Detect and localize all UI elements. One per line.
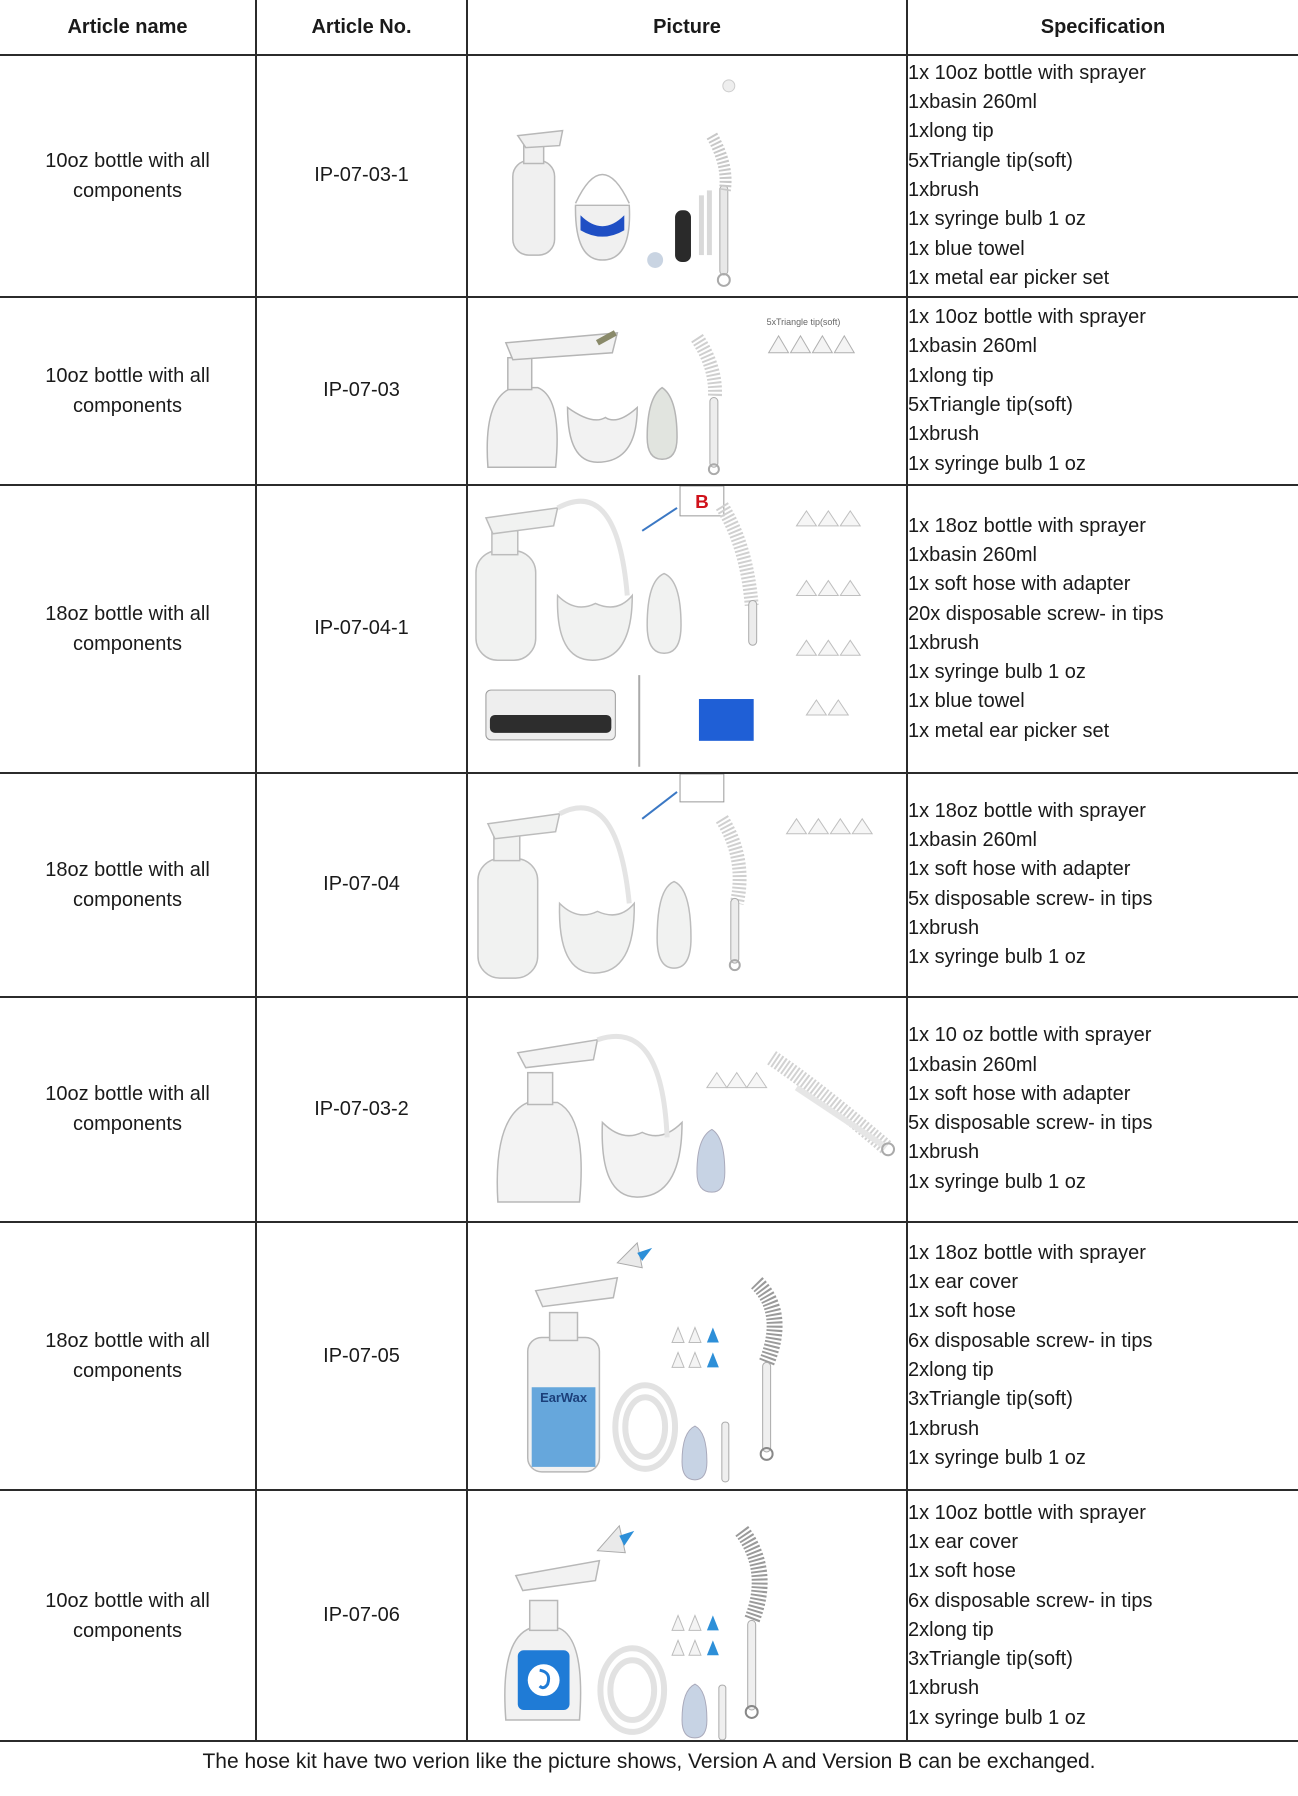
table-row [0,1490,1298,1741]
product-picture [467,485,907,773]
hose-kit-footnote: The hose kit have two verion like the picture shows, Version A and Version B can be exchanged. [202,1750,1096,1773]
spec-line: 1x syringe bulb 1 oz [908,1706,1086,1729]
spec-line: 1xbrush [908,631,980,654]
spec-line: 5xTriangle tip(soft) [908,393,1073,416]
spec-line: 1x syringe bulb 1 oz [908,208,1086,231]
spec-line: 1xbrush [908,917,980,939]
spec-line: 5x disposable screw- in tips [908,1112,1153,1135]
spec-line: 1x 18oz bottle with sprayer [908,1241,1146,1264]
spec-line: 1x soft hose with adapter [908,1082,1131,1105]
article-name-cell: 18oz bottle with all components [0,773,256,997]
spec-line: 1x soft hose [908,1300,1016,1323]
spec-line: 1xbasin 260ml [908,335,1037,358]
article-name-cell: 18oz bottle with all components [0,485,256,773]
spec-line: 1xlong tip [908,120,994,143]
spec-line: 1x 10oz bottle with sprayer [908,61,1146,84]
spec-line: 1x 10oz bottle with sprayer [908,1501,1146,1524]
article-no-cell: IP-07-03-1 [256,55,467,297]
bottle-label: EarWax [540,1389,588,1405]
spec-line: 20x disposable screw- in tips [908,602,1164,625]
spec-line: 1x metal ear picker set [908,719,1110,742]
spec-line: 1xbasin 260ml [908,91,1037,114]
spec-line: 1x metal ear picker set [908,266,1110,289]
product-picture [467,773,907,997]
triangle-tips-caption: 5xTriangle tip(soft) [766,316,841,327]
product-kit-image [468,486,906,772]
spec-line: 1xbrush [908,1677,980,1700]
spec-line: 1xbrush [908,1417,980,1440]
article-no-cell: IP-07-06 [256,1490,467,1741]
specification-cell [907,55,1298,297]
article-no-cell: IP-07-03-2 [256,997,467,1222]
product-kit-image [468,56,906,296]
table-row [0,297,1298,485]
table-row [0,485,1298,773]
product-kit-image [468,998,906,1221]
article-no-cell: IP-07-04 [256,773,467,997]
spec-line: 1x blue towel [908,690,1025,713]
article-no-cell: IP-07-05 [256,1222,467,1491]
spec-line: 1xbrush [908,178,980,201]
spec-line: 3xTriangle tip(soft) [908,1388,1073,1411]
product-picture [467,1222,907,1491]
table-row [0,997,1298,1222]
version-b-callout: B [695,491,709,513]
spec-line: 1xbasin 260ml [908,1053,1037,1076]
header-article-no: Article No. [256,0,467,55]
article-name-cell: 10oz bottle with all components [0,297,256,485]
table-row [0,55,1298,297]
specification-cell [907,997,1298,1222]
spec-line: 1x 10oz bottle with sprayer [908,306,1146,329]
header-article-name: Article name [0,0,256,55]
spec-line: 1x 18oz bottle with sprayer [908,799,1146,822]
spec-line: 1xbasin 260ml [908,543,1037,566]
spec-line: 1x ear cover [908,1271,1019,1294]
product-kit-image [468,298,906,484]
table-header-row [0,0,1298,55]
spec-line: 1x syringe bulb 1 oz [908,1446,1086,1469]
spec-line: 3xTriangle tip(soft) [908,1648,1073,1671]
spec-line: 1x syringe bulb 1 oz [908,661,1086,684]
spec-line: 1x ear cover [908,1530,1019,1553]
article-name-cell: 10oz bottle with all components [0,55,256,297]
spec-line: 1x blue towel [908,237,1025,260]
header-specification: Specification [907,0,1298,55]
spec-line: 5x disposable screw- in tips [908,887,1153,910]
article-no-cell: IP-07-04-1 [256,485,467,773]
article-no-cell: IP-07-03 [256,297,467,485]
spec-line: 1x soft hose with adapter [908,573,1131,596]
spec-line: 2xlong tip [908,1618,994,1641]
spec-line: 1x 10 oz bottle with sprayer [908,1024,1152,1047]
spec-line: 1x syringe bulb 1 oz [908,452,1086,475]
spec-line: 6x disposable screw- in tips [908,1589,1153,1612]
product-kit-image [468,1491,906,1740]
product-picture [467,55,907,297]
specification-cell [907,1490,1298,1741]
spec-line: 5xTriangle tip(soft) [908,149,1073,172]
spec-line: 1xbrush [908,1141,980,1164]
spec-line: 1xlong tip [908,364,994,387]
article-name-cell: 10oz bottle with all components [0,1490,256,1741]
spec-line: 6x disposable screw- in tips [908,1329,1153,1352]
product-kit-image [468,1223,906,1490]
product-kit-image [468,774,906,996]
header-picture: Picture [467,0,907,55]
specification-cell [907,773,1298,997]
product-picture [467,297,907,485]
spec-line: 1x soft hose with adapter [908,858,1131,881]
specification-cell [907,297,1298,485]
product-picture [467,1490,907,1741]
spec-line: 1x syringe bulb 1 oz [908,1170,1086,1193]
spec-line: 1x 18oz bottle with sprayer [908,514,1146,537]
spec-line: 1x soft hose [908,1560,1016,1583]
specification-cell [907,485,1298,773]
spec-line: 1xbrush [908,423,980,446]
specification-cell [907,1222,1298,1491]
spec-line: 1x syringe bulb 1 oz [908,946,1086,969]
article-name-cell: 10oz bottle with all components [0,997,256,1222]
article-name-cell: 18oz bottle with all components [0,1222,256,1491]
spec-line: 2xlong tip [908,1359,994,1382]
table-row [0,1222,1298,1491]
product-picture [467,997,907,1222]
table-row [0,773,1298,997]
spec-line: 1xbasin 260ml [908,829,1037,852]
